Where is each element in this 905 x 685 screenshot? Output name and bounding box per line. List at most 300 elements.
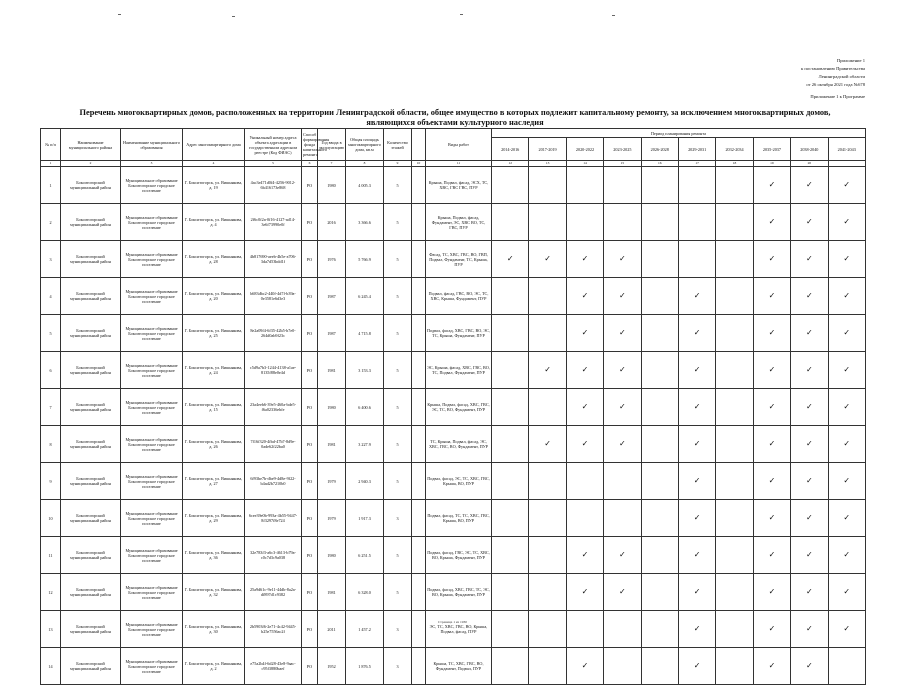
cell-settlement: Муниципальное образование Бокситогорское городское поселение [121, 167, 183, 204]
cell-address: Г. Бокситогорск, ул. Вишнякова, д. 30 [183, 611, 245, 648]
period-cell [566, 278, 603, 315]
cell-district: Бокситогорский муниципальный район [61, 574, 121, 611]
check-icon: ✓ [805, 328, 813, 337]
cell-n: 5 [41, 315, 61, 352]
period-cell [604, 352, 641, 389]
check-icon: ✓ [768, 254, 776, 263]
check-icon: ✓ [693, 476, 701, 485]
period-cell [529, 352, 566, 389]
period-cell [604, 611, 641, 648]
period-cell [828, 648, 865, 685]
period-cell [791, 352, 828, 389]
period-cell [828, 278, 865, 315]
period-cell [753, 648, 790, 685]
period-cell [529, 500, 566, 537]
cell-settlement: Муниципальное образование Бокситогорское городское поселение [121, 463, 183, 500]
cell-district: Бокситогорский муниципальный район [61, 426, 121, 463]
period-cell [828, 537, 865, 574]
cell-works: Подвал, фасад, ГВС, ВО, ЭС, ТС, ХВС, Крыша, Фундамент, ПУР [426, 278, 492, 315]
cell-settlement: Муниципальное образование Бокситогорское городское поселение [121, 611, 183, 648]
cell-area: 3 153.3 [346, 352, 384, 389]
period-cell [753, 611, 790, 648]
cell-address: Г. Бокситогорск, ул. Вишнякова, д. 20 [183, 278, 245, 315]
check-icon: ✓ [693, 624, 701, 633]
cell-fias: 2f6c0f2a-0f16-4127-ad14-3e6f73990e0f [245, 204, 302, 241]
table-row [41, 574, 866, 611]
column-index: 7 [318, 161, 346, 167]
table-row [41, 537, 866, 574]
cell-area: 6 328.0 [346, 574, 384, 611]
check-icon: ✓ [843, 476, 851, 485]
check-icon: ✓ [805, 476, 813, 485]
period-cell [753, 278, 790, 315]
header-line: Приложение 1 [836, 58, 865, 63]
cell-works: Крыша, Подвал, фасад, ХВС, ГВС, ЭС, ТС, ВО, Фундамент, ПУР [426, 389, 492, 426]
cell-fias: 4ac3e471d0f4-4256-9012-6b416173e868 [245, 167, 302, 204]
check-icon: ✓ [693, 550, 701, 559]
check-icon: ✓ [805, 550, 813, 559]
check-icon: ✓ [843, 254, 851, 263]
document-title: Перечень многоквартирных домов, расположенных на территории Ленинградской области, общее имущество в которых подлежит капитальному ремонту, за исключением многоквартирных домов, являющихся объектами культурного наследия [79, 108, 831, 127]
period-cell [492, 648, 529, 685]
column-index: 11 [426, 161, 492, 167]
period-cell [678, 315, 715, 352]
period-header: 2041-2043 [828, 138, 865, 161]
period-cell [641, 167, 678, 204]
cell-method: РО [302, 204, 318, 241]
check-icon: ✓ [693, 587, 701, 596]
cell-district: Бокситогорский муниципальный район [61, 167, 121, 204]
cell-district: Бокситогорский муниципальный район [61, 500, 121, 537]
period-cell [566, 167, 603, 204]
period-cell [566, 463, 603, 500]
column-index: 6 [302, 161, 318, 167]
cell-floors: 5 [384, 574, 412, 611]
cell-floors: 5 [384, 389, 412, 426]
cell-settlement: Муниципальное образование Бокситогорское городское поселение [121, 278, 183, 315]
cell-settlement: Муниципальное образование Бокситогорское городское поселение [121, 500, 183, 537]
header-line: Ленинградской области [818, 74, 865, 79]
cell-area: 6 400.6 [346, 389, 384, 426]
cell-year: 1980 [318, 389, 346, 426]
cell-n: 7 [41, 389, 61, 426]
cell-address: Г. Бокситогорск, ул. Вишнякова, д. 24 [183, 352, 245, 389]
cell-district: Бокситогорский муниципальный район [61, 537, 121, 574]
cell-n: 6 [41, 352, 61, 389]
check-icon: ✓ [768, 365, 776, 374]
period-cell [828, 315, 865, 352]
period-cell [641, 648, 678, 685]
period-cell [716, 389, 753, 426]
check-icon: ✓ [805, 365, 813, 374]
cell-fias: 25a9d61c-9e11-44db-8a2a-df897d1c9382 [245, 574, 302, 611]
period-cell [641, 352, 678, 389]
period-cell [604, 574, 641, 611]
table-row [41, 389, 866, 426]
period-header: 2017-2019 [529, 138, 566, 161]
period-header: 2020-2022 [566, 138, 603, 161]
cell-district: Бокситогорский муниципальный район [61, 648, 121, 685]
check-icon: ✓ [805, 254, 813, 263]
period-cell [753, 315, 790, 352]
check-icon: ✓ [693, 365, 701, 374]
column-index: 12 [492, 161, 529, 167]
cell-n: 8 [41, 426, 61, 463]
cell-blank [412, 574, 426, 611]
period-cell [604, 315, 641, 352]
cell-method: РО [302, 574, 318, 611]
period-cell [604, 500, 641, 537]
cell-blank [412, 352, 426, 389]
cell-n: 14 [41, 648, 61, 685]
period-cell [529, 389, 566, 426]
cell-floors: 5 [384, 537, 412, 574]
period-cell [566, 648, 603, 685]
cell-area: 3 227.9 [346, 426, 384, 463]
cell-floors: 5 [384, 204, 412, 241]
cell-district: Бокситогорский муниципальный район [61, 352, 121, 389]
period-cell [828, 426, 865, 463]
column-index: 3 [121, 161, 183, 167]
cell-n: 11 [41, 537, 61, 574]
cell-year: 1952 [318, 648, 346, 685]
check-icon: ✓ [581, 328, 589, 337]
cell-works: Фасад, ТС, ХВС, ГВС, ВО, ГВП, Подвал, Фундамент, ТС, Крыша, ПУР [426, 241, 492, 278]
period-cell [641, 315, 678, 352]
cell-year: 1979 [318, 500, 346, 537]
check-icon: ✓ [843, 365, 851, 374]
period-cell [716, 241, 753, 278]
check-icon: ✓ [619, 402, 626, 411]
period-cell [492, 352, 529, 389]
period-cell [791, 389, 828, 426]
period-cell [529, 278, 566, 315]
period-cell [791, 315, 828, 352]
table-row [41, 167, 866, 204]
cell-floors: 5 [384, 352, 412, 389]
cell-settlement: Муниципальное образование Бокситогорское городское поселение [121, 204, 183, 241]
cell-district: Бокситогорский муниципальный район [61, 278, 121, 315]
cell-district: Бокситогорский муниципальный район [61, 241, 121, 278]
column-index: 13 [529, 161, 566, 167]
cell-n: 4 [41, 278, 61, 315]
cell-blank [412, 315, 426, 352]
period-cell [566, 537, 603, 574]
period-cell [678, 389, 715, 426]
cell-fias: 6f93be7b-dbe9-4d8e-9f22-b4ad2b7210b0 [245, 463, 302, 500]
table-row [41, 500, 866, 537]
cell-n: 2 [41, 204, 61, 241]
check-icon: ✓ [544, 365, 551, 374]
period-cell [753, 574, 790, 611]
period-cell [566, 389, 603, 426]
period-header: 2038-2040 [791, 138, 828, 161]
cell-floors: 5 [384, 241, 412, 278]
cell-year: 2016 [318, 204, 346, 241]
check-icon: ✓ [581, 550, 589, 559]
period-cell [678, 352, 715, 389]
cell-fias: 32e783f3-a6c3-4613-b79a-c0c7d3c9a038 [245, 537, 302, 574]
period-cell [678, 537, 715, 574]
cell-settlement: Муниципальное образование Бокситогорское городское поселение [121, 648, 183, 685]
period-cell [641, 389, 678, 426]
cell-address: Г. Бокситогорск, ул. Вишнякова, д. 2 [183, 648, 245, 685]
cell-address: Г. Бокситогорск, ул. Вишнякова, д. 26 [183, 426, 245, 463]
period-cell [604, 241, 641, 278]
table-row [41, 204, 866, 241]
check-icon: ✓ [805, 291, 813, 300]
period-cell [753, 352, 790, 389]
period-cell [641, 537, 678, 574]
check-icon: ✓ [619, 365, 626, 374]
column-index: 4 [183, 161, 245, 167]
check-icon: ✓ [768, 217, 776, 226]
cell-works: Подвал, фасад, ХВС, ГВС, ВО, ЭС, ТС, Крыша, Фундамент, ПУР [426, 315, 492, 352]
cell-method: РО [302, 537, 318, 574]
check-icon: ✓ [619, 587, 626, 596]
cell-area: 4 715.8 [346, 315, 384, 352]
check-icon: ✓ [619, 439, 626, 448]
period-cell [566, 426, 603, 463]
table-row [41, 352, 866, 389]
period-cell [604, 204, 641, 241]
period-cell [492, 537, 529, 574]
period-cell [828, 241, 865, 278]
cell-n: 1 [41, 167, 61, 204]
cell-area: 3 366.6 [346, 204, 384, 241]
period-cell [678, 500, 715, 537]
period-cell [529, 463, 566, 500]
check-icon: ✓ [693, 328, 701, 337]
column-index: 15 [604, 161, 641, 167]
cell-works: Подвал, фасад, ТС, ТС, ХВС, ГВС, Крыша, ВО, ПУР [426, 500, 492, 537]
column-index: 18 [716, 161, 753, 167]
check-icon: ✓ [581, 661, 589, 670]
cell-n: 12 [41, 574, 61, 611]
header-block [735, 57, 865, 89]
col-period-group: Период планирования ремонта [492, 129, 866, 138]
period-cell [791, 426, 828, 463]
period-cell [828, 574, 865, 611]
period-cell [529, 574, 566, 611]
check-icon: ✓ [619, 291, 626, 300]
check-icon: ✓ [805, 217, 813, 226]
column-index: 16 [641, 161, 678, 167]
period-header: 2023-2025 [604, 138, 641, 161]
cell-method: РО [302, 500, 318, 537]
cell-settlement: Муниципальное образование Бокситогорское городское поселение [121, 352, 183, 389]
table-row [41, 241, 866, 278]
cell-works: Подвал, фасад, ХВС, ГВС, ТС, ЭС, ВО, Крыша, Фундамент, ПУР [426, 574, 492, 611]
cell-address: Г. Бокситогорск, ул. Вишнякова, д. 28 [183, 241, 245, 278]
period-cell [492, 611, 529, 648]
header-line: от 26 октября 2021 года №678 [806, 82, 865, 87]
check-icon: ✓ [619, 254, 626, 263]
cell-area: 6 245.4 [346, 278, 384, 315]
period-cell [753, 389, 790, 426]
cell-method: РО [302, 167, 318, 204]
check-icon: ✓ [619, 550, 626, 559]
cell-method: РО [302, 389, 318, 426]
cell-year: 1981 [318, 352, 346, 389]
check-icon: ✓ [693, 402, 701, 411]
column-index: 2 [61, 161, 121, 167]
check-icon: ✓ [768, 513, 776, 522]
check-icon: ✓ [581, 254, 589, 263]
cell-area: 5 766.9 [346, 241, 384, 278]
check-icon: ✓ [843, 439, 851, 448]
period-cell [678, 204, 715, 241]
check-icon: ✓ [581, 291, 589, 300]
cell-address: Г. Бокситогорск, ул. Вишнякова, д. 15 [183, 389, 245, 426]
check-icon: ✓ [768, 291, 776, 300]
period-cell [529, 315, 566, 352]
period-cell [791, 611, 828, 648]
cell-method: РО [302, 241, 318, 278]
period-cell [753, 426, 790, 463]
check-icon: ✓ [843, 624, 851, 633]
period-cell [566, 241, 603, 278]
period-header: 2014-2016 [492, 138, 529, 161]
cell-year: 1976 [318, 241, 346, 278]
check-icon: ✓ [581, 439, 589, 448]
check-icon: ✓ [805, 661, 813, 670]
period-cell [716, 648, 753, 685]
period-cell [492, 500, 529, 537]
cell-area: 1 457.2 [346, 611, 384, 648]
check-icon: ✓ [581, 365, 589, 374]
cell-fias: 4b817690-aeeb-4b5e-a706-3da7d53bdd1f [245, 241, 302, 278]
period-cell [753, 167, 790, 204]
check-icon: ✓ [843, 291, 851, 300]
period-cell [791, 500, 828, 537]
column-index: 19 [753, 161, 790, 167]
cell-works: ТС, Крыша, Подвал, фасад, ЭС, ХВС, ГВС, ВО, Фундамент, ПУР [426, 426, 492, 463]
table-row [41, 611, 866, 648]
period-cell [828, 352, 865, 389]
period-cell [566, 611, 603, 648]
cell-settlement: Муниципальное образование Бокситогорское городское поселение [121, 537, 183, 574]
check-icon: ✓ [805, 624, 813, 633]
period-cell [678, 426, 715, 463]
period-cell [641, 611, 678, 648]
col-district: Наименование муниципального района [61, 129, 121, 161]
column-index: 8 [346, 161, 384, 167]
table-row [41, 278, 866, 315]
period-cell [716, 611, 753, 648]
check-icon: ✓ [544, 254, 551, 263]
period-cell [716, 500, 753, 537]
cell-fias: 6cee39e0b-993a-4b55-9447-8f3297f8e724 [245, 500, 302, 537]
period-cell [529, 204, 566, 241]
check-icon: ✓ [768, 402, 776, 411]
period-cell [753, 241, 790, 278]
cell-works: Подвал, фасад, ГВС, ЭС, ТС, ХВС, ВО, Крыша, Фундамент, ПУР [426, 537, 492, 574]
cell-area: 2 940.3 [346, 463, 384, 500]
check-icon: ✓ [843, 513, 851, 522]
cell-settlement: Муниципальное образование Бокситогорское городское поселение [121, 315, 183, 352]
cell-year: 1979 [318, 463, 346, 500]
cell-year: 1987 [318, 278, 346, 315]
period-cell [492, 315, 529, 352]
cell-fias: e75a2b4f-6d28-43e8-9aac-c95f3880baef [245, 648, 302, 685]
cell-address: Г. Бокситогорск, ул. Вишнякова, д. 36 [183, 537, 245, 574]
cell-floors: 3 [384, 500, 412, 537]
check-icon: ✓ [805, 180, 813, 189]
cell-method: РО [302, 278, 318, 315]
period-cell [828, 500, 865, 537]
check-icon: ✓ [843, 402, 851, 411]
period-cell [828, 167, 865, 204]
period-cell [828, 463, 865, 500]
cell-address: Г. Бокситогорск, ул. Вишнякова, д. 4 [183, 204, 245, 241]
period-header: 2029-2031 [678, 138, 715, 161]
col-area: Общая площадь многоквартирного дома, кв.м [346, 129, 384, 161]
header-line: к постановлению Правительства [801, 66, 865, 71]
cell-floors: 5 [384, 167, 412, 204]
cell-settlement: Муниципальное образование Бокситогорское городское поселение [121, 574, 183, 611]
period-cell [716, 537, 753, 574]
period-cell [641, 241, 678, 278]
period-cell [604, 537, 641, 574]
column-index: 1 [41, 161, 61, 167]
cell-district: Бокситогорский муниципальный район [61, 611, 121, 648]
housing-table [40, 128, 866, 685]
period-cell [753, 537, 790, 574]
period-cell [678, 611, 715, 648]
period-cell [716, 278, 753, 315]
cell-address: Г. Бокситогорск, ул. Вишнякова, д. 25 [183, 315, 245, 352]
cell-fias: 7f16f320-4fbd-47b7-8d9e-0ade62f22ba0 [245, 426, 302, 463]
col-year: Год ввода в эксплуатацию [318, 129, 346, 161]
cell-method: РО [302, 648, 318, 685]
check-icon: ✓ [843, 587, 851, 596]
cell-settlement: Муниципальное образование Бокситогорское городское поселение [121, 426, 183, 463]
cell-year: 1980 [318, 167, 346, 204]
cell-n: 10 [41, 500, 61, 537]
period-cell [791, 167, 828, 204]
check-icon: ✓ [843, 180, 851, 189]
check-icon: ✓ [768, 476, 776, 485]
period-cell [716, 167, 753, 204]
check-icon: ✓ [506, 254, 514, 263]
period-cell [791, 537, 828, 574]
period-cell [529, 537, 566, 574]
check-icon: ✓ [544, 439, 551, 448]
col-method: Способ формирования фонда капитального ремонта [302, 129, 318, 161]
cell-floors: 5 [384, 463, 412, 500]
check-icon: ✓ [693, 661, 701, 670]
cell-floors: 5 [384, 278, 412, 315]
check-icon: ✓ [768, 180, 776, 189]
cell-area: 1 917.3 [346, 500, 384, 537]
cell-works: Крыша, Подвал, фасад, Фундамент, ЭС, ХВС ВО, ТС, ГВС, ПУР [426, 204, 492, 241]
check-icon: ✓ [843, 550, 851, 559]
cell-works: ЭС, ТС, ХВС, ГВС, ВО, Крыша, Подвал, фасад, ПУР [426, 611, 492, 648]
cell-year: 1980 [318, 537, 346, 574]
cell-fias: c5d9a7b3-1244-4138-a1ae-8135f88e0e4d [245, 352, 302, 389]
table-row [41, 648, 866, 685]
check-icon: ✓ [619, 328, 626, 337]
col-fias: Уникальный номер адреса объекта адресации в государственном адресном реестре (Код ФИАС) [245, 129, 302, 161]
period-cell [641, 500, 678, 537]
period-cell [604, 167, 641, 204]
period-cell [641, 278, 678, 315]
cell-area: 6 251.5 [346, 537, 384, 574]
cell-n: 13 [41, 611, 61, 648]
period-cell [566, 204, 603, 241]
period-cell [791, 574, 828, 611]
